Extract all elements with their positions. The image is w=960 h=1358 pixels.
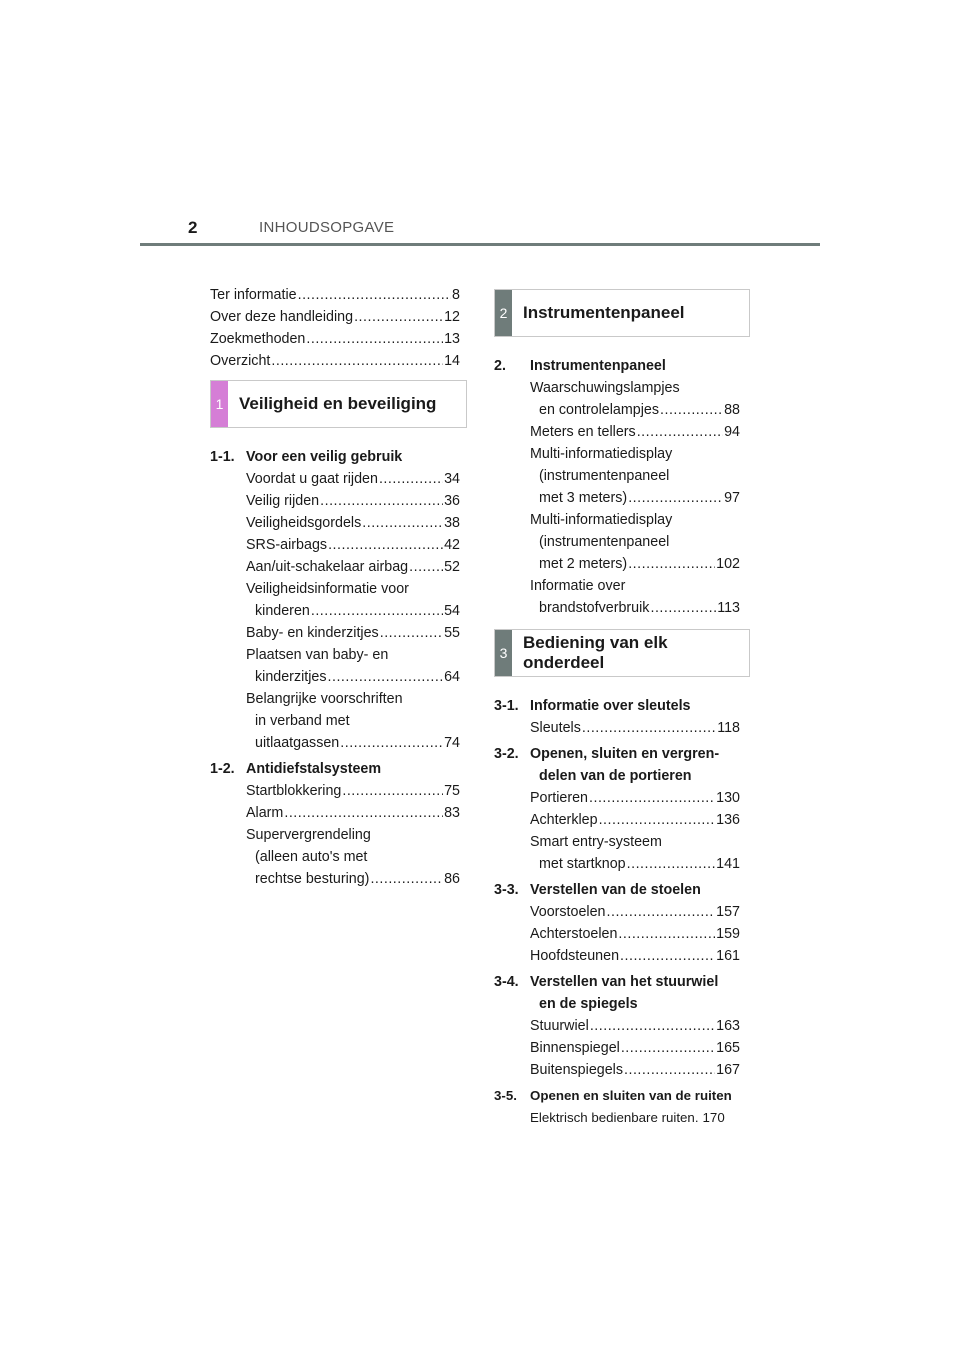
toc-entry[interactable]: Supervergrendeling (alleen auto's met rechtse besturing) ..... 86 [246,824,460,890]
toc-entry[interactable]: Achterklep ..... 136 [530,809,740,831]
page-header [140,218,820,248]
subsection-heading[interactable]: 3-1. Informatie over sleutels [494,698,691,714]
subsection-items [210,780,460,890]
subsection-heading[interactable]: 3-4. Verstellen van het stuurwiel en de spiegels [494,974,719,1012]
section-title: Veiligheid en beveiliging [239,394,437,413]
toc-entry[interactable]: Over deze handleiding ..... 12 [210,306,460,328]
section-number-tab: 3 [495,630,512,676]
toc-entry[interactable]: Portieren ..... 130 [530,787,740,809]
toc-entry[interactable]: Belangrijke voorschriften in verband met uitlaatgassen ..... 74 [246,688,460,754]
subsection-items [494,787,750,875]
toc-entry[interactable]: Buitenspiegels ..... 167 [530,1059,740,1081]
toc-entry[interactable]: Achterstoelen ..... 159 [530,923,740,945]
subsection-heading[interactable]: 2. Instrumentenpaneel [494,358,666,374]
section-header-2[interactable] [494,289,750,337]
toc-entry[interactable]: Zoekmethoden ..... 13 [210,328,460,350]
toc-entry[interactable]: Sleutels ..... 118 [530,717,740,739]
toc-entry[interactable]: Startblokkering ..... 75 [246,780,460,802]
toc-column-right [494,289,750,1129]
toc-entry[interactable]: Elektrisch bedienbare ruiten. 170 [530,1110,725,1125]
toc-entry[interactable]: Voorstoelen ..... 157 [530,901,740,923]
page-number: 2 [188,218,198,237]
toc-entry[interactable]: Alarm ..... 83 [246,802,460,824]
toc-entry[interactable]: Multi-informatiedisplay (instrumentenpaneel met 2 meters) ..... 102 [530,509,740,575]
subsection-items [494,1015,750,1081]
subsection-heading[interactable]: 3-3. Verstellen van de stoelen [494,882,701,898]
toc-entry[interactable]: Aan/uit-schakelaar airbag ..... 52 [246,556,460,578]
section-title: Bediening van elk onderdeel [523,633,668,672]
subsection-items [210,468,460,754]
toc-entry[interactable]: Voordat u gaat rijden ..... 34 [246,468,460,490]
toc-entry[interactable]: Baby- en kinderzitjes ..... 55 [246,622,460,644]
section-title: Instrumentenpaneel [523,303,685,322]
section-header-1[interactable] [210,380,467,428]
toc-entry[interactable]: Veiligheidsgordels ..... 38 [246,512,460,534]
subsection-heading[interactable]: 1-2. Antidiefstalsysteem [210,761,382,777]
toc-entry[interactable]: Veiligheidsinformatie voor kinderen ..... 54 [246,578,460,622]
toc-entry[interactable]: Meters en tellers ..... 94 [530,421,740,443]
section-number-tab: 1 [211,381,228,427]
toc-entry[interactable]: Waarschuwingslampjes en controlelampjes ..... 88 [530,377,740,421]
subsection-heading[interactable]: 3-2. Openen, sluiten en vergren- delen van de portieren [494,746,720,784]
header-divider [140,243,820,246]
toc-column-left [210,284,460,890]
toc-entry[interactable]: SRS-airbags ..... 42 [246,534,460,556]
section-header-3[interactable] [494,629,750,677]
section-number-tab: 2 [495,290,512,336]
toc-entry[interactable]: Informatie over brandstofverbruik ..... 113 [530,575,740,619]
toc-entry[interactable]: Hoofdsteunen ..... 161 [530,945,740,967]
toc-entry[interactable]: Overzicht ..... 14 [210,350,460,372]
header-title: INHOUDSOPGAVE [259,219,395,236]
toc-entry[interactable]: Plaatsen van baby- en kinderzitjes ..... 64 [246,644,460,688]
subsection-items [494,717,750,739]
toc-entry[interactable]: Ter informatie ..... 8 [210,284,460,306]
subsection-items [494,901,750,967]
subsection-items [494,1107,750,1129]
toc-entry[interactable]: Stuurwiel ..... 163 [530,1015,740,1037]
subsection-heading[interactable]: 1-1. Voor een veilig gebruik [210,449,403,465]
subsection-heading[interactable]: 3-5. Openen en sluiten van de ruiten [494,1088,732,1103]
toc-entry[interactable]: Smart entry-systeem met startknop ..... 141 [530,831,740,875]
toc-entry[interactable]: Binnenspiegel ..... 165 [530,1037,740,1059]
toc-entry[interactable]: Multi-informatiedisplay (instrumentenpaneel met 3 meters) ..... 97 [530,443,740,509]
toc-entry[interactable]: Veilig rijden ..... 36 [246,490,460,512]
subsection-items [494,377,750,619]
